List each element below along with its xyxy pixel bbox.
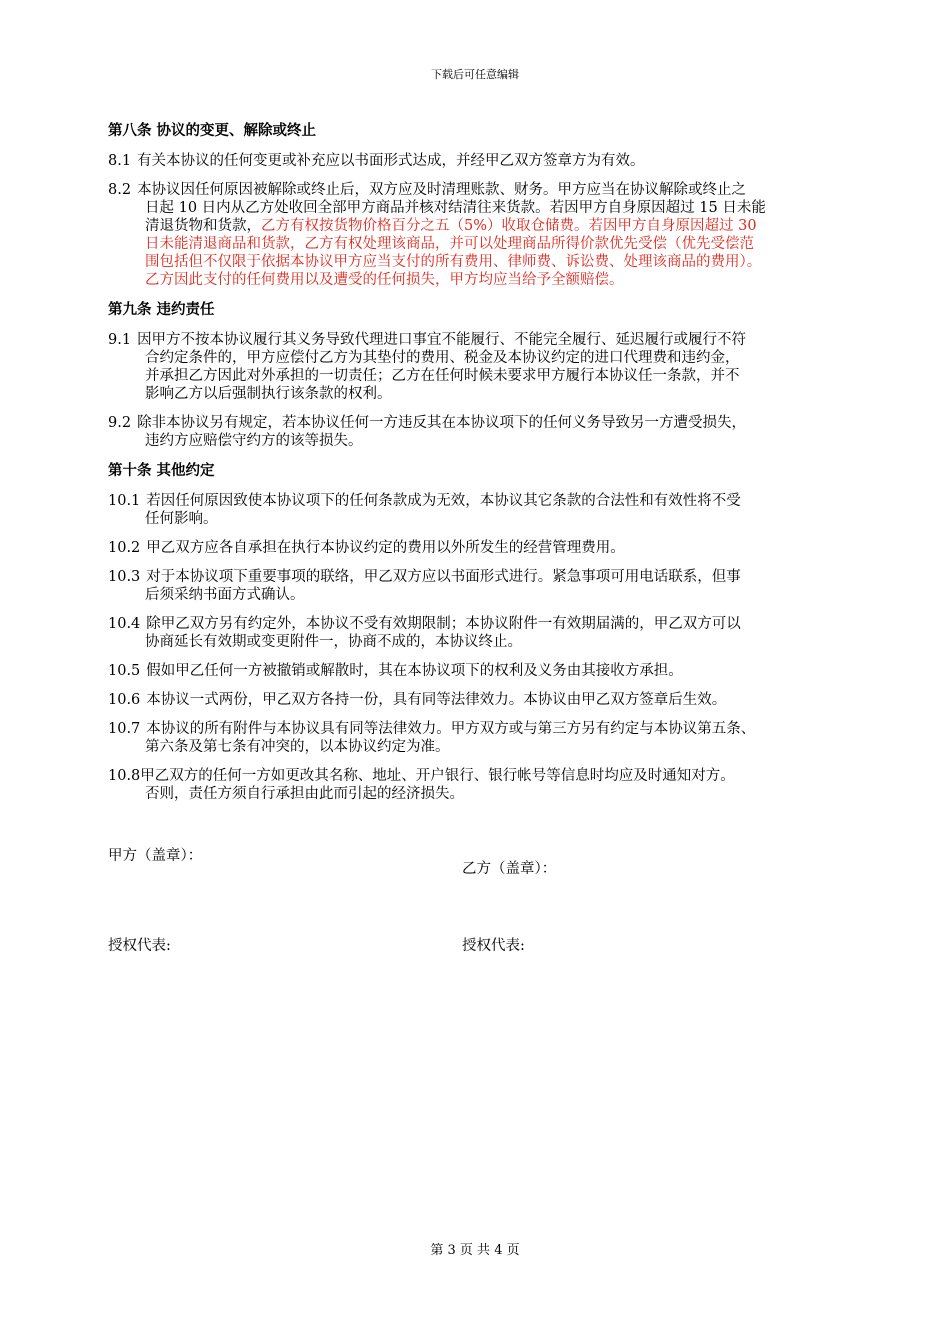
clause-text-line: 并承担乙方因此对外承担的一切责任；乙方在任何时候未要求甲方履行本协议任一条款，并不 (145, 368, 740, 384)
clause-number: 8.1 (108, 153, 132, 169)
clause-9-1 (108, 331, 848, 403)
clause-text-highlight: 乙方有权按货物价格百分之五（5%）收取仓储费。若因甲方自身原因超过 30 (261, 218, 757, 234)
clause-text-line: 因甲方不按本协议履行其义务导致代理进口事宜不能履行、不能完全履行、延迟履行或履行不符 (137, 332, 747, 348)
clause-8-1 (108, 152, 848, 170)
clause-text-line: 本协议一式两份，甲乙双方各持一份，具有同等法律效力。本协议由甲乙双方签章后生效。 (146, 692, 727, 708)
clause-number: 10.5 (108, 663, 141, 679)
clause-number: 10.1 (108, 493, 141, 509)
clause-number: 10.3 (108, 569, 141, 585)
clause-text-line: 否则，责任方须自行承担由此而引起的经济损失。 (145, 786, 464, 802)
party-b-rep-label: 授权代表: (462, 938, 525, 954)
clause-text-line: 日起 10 日内从乙方处收回全部甲方商品并核对结清往来货款。若因甲方自身原因超过 15 日未能 (145, 200, 766, 216)
clause-text-line: 任何影响。 (145, 511, 218, 527)
clause-text-line: 第六条及第七条有冲突的，以本协议约定为准。 (145, 739, 450, 755)
clause-10-1 (108, 492, 848, 528)
clause-number: 9.2 (108, 415, 132, 431)
article-10-title: 第十条 其他约定 (108, 463, 215, 479)
party-a-seal-label: 甲方（盖章）： (108, 848, 203, 864)
clause-text-line: 后须采纳书面方式确认。 (145, 587, 305, 603)
clause-number: 10.2 (108, 540, 141, 556)
clause-text-line: 若因任何原因致使本协议项下的任何条款成为无效，本协议其它条款的合法性和有效性将不受 (146, 493, 741, 509)
clause-text-line: 假如甲乙任何一方被撤销或解散时，其在本协议项下的权利及义务由其接收方承担。 (146, 663, 683, 679)
clause-10-6 (108, 691, 848, 709)
clause-number: 9.1 (108, 332, 132, 348)
clause-text-black: 清退货物和货款， (145, 218, 261, 234)
clause-10-3 (108, 568, 848, 604)
clause-10-5 (108, 662, 848, 680)
clause-text-line: 本协议的所有附件与本协议具有同等法律效力。甲方双方或与第三方另有约定与本协议第五条、 (146, 721, 756, 737)
party-b-seal-label: 乙方（盖章）： (462, 861, 557, 877)
clause-text: 有关本协议的任何变更或补充应以书面形式达成，并经甲乙双方签章方为有效。 (137, 153, 645, 169)
clause-text-line: 除非本协议另有规定，若本协议任何一方违反其在本协议项下的任何义务导致另一方遭受损失， (137, 415, 747, 431)
clause-10-2 (108, 539, 848, 557)
clause-text-highlight: 乙方因此支付的任何费用以及遭受的任何损失，甲方均应当给予全额赔偿。 (145, 272, 624, 288)
clause-text-highlight: 围包括但不仅限于依据本协议甲方应当支付的所有费用、律师费、诉讼费、处理该商品的费用）。 (145, 254, 762, 270)
clause-text-line: 影响乙方以后强制执行该条款的权利。 (145, 386, 392, 402)
article-9-title: 第九条 违约责任 (108, 302, 215, 318)
clause-text-line (108, 217, 848, 235)
page-footer: 第 3 页 共 4 页 (430, 1243, 520, 1258)
clause-number: 10.6 (108, 692, 141, 708)
clause-number: 10.4 (108, 616, 141, 632)
clause-8-2 (108, 181, 848, 289)
clause-number: 10.8 (108, 768, 141, 784)
clause-text-line: 对于本协议项下重要事项的联络，甲乙双方应以书面形式进行。紧急事项可用电话联系，但事 (146, 569, 741, 585)
clause-9-2 (108, 414, 848, 450)
clause-number: 8.2 (108, 182, 132, 198)
clause-10-4 (108, 615, 848, 651)
clause-text-line: 甲乙双方应各自承担在执行本协议约定的费用以外所发生的经营管理费用。 (146, 540, 625, 556)
page-header: 下载后可任意编辑 (431, 68, 519, 81)
clause-10-8 (108, 767, 848, 803)
clause-text-line: 除甲乙双方另有约定外，本协议不受有效期限制；本协议附件一有效期届满的，甲乙双方可以 (146, 616, 741, 632)
clause-10-7 (108, 720, 848, 756)
clause-text-highlight: 日未能清退商品和货款，乙方有权处理该商品，并可以处理商品所得价款优先受偿（优先受偿范 (145, 236, 754, 252)
party-a-rep-label: 授权代表: (108, 938, 171, 954)
clause-text-line: 违约方应赔偿守约方的该等损失。 (145, 433, 363, 449)
article-8-title: 第八条 协议的变更、解除或终止 (108, 123, 317, 139)
clause-text-line: 合约定条件的，甲方应偿付乙方为其垫付的费用、税金及本协议约定的进口代理费和违约金， (145, 350, 740, 366)
clause-number: 10.7 (108, 721, 141, 737)
clause-text-line: 本协议因任何原因被解除或终止后，双方应及时清理账款、财务。甲方应当在协议解除或终止之 (137, 182, 747, 198)
document-body (108, 121, 848, 814)
clause-text-line: 甲乙双方的任何一方如更改其名称、地址、开户银行、银行帐号等信息时均应及时通知对方。 (140, 768, 735, 784)
clause-text-line: 协商延长有效期或变更附件一，协商不成的，本协议终止。 (145, 634, 522, 650)
